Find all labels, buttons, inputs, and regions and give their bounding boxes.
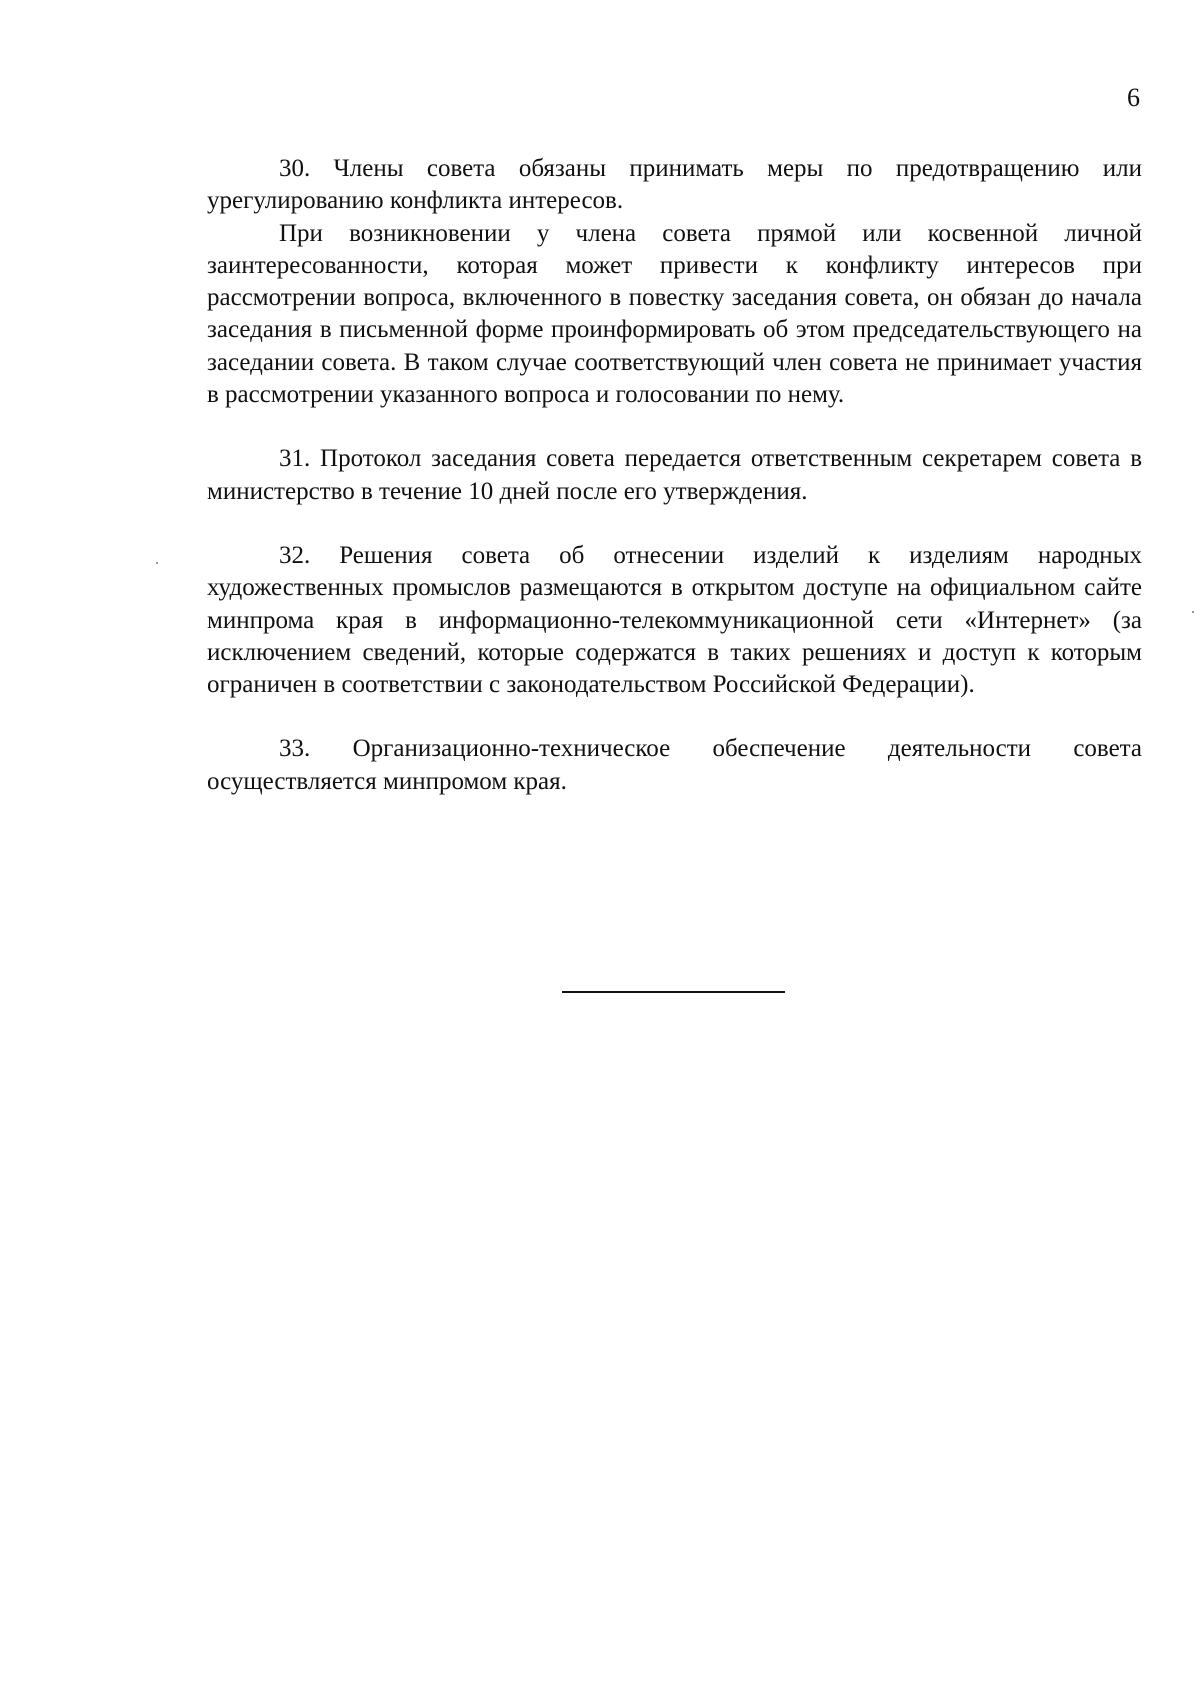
paragraph-30: 30. Члены совета обязаны принимать меры по предотвращению или урегулированию конфликта интересов.: [207, 155, 1142, 215]
paragraph-30-continued: При возникновении у члена совета прямой или косвенной личной заинтересованности, которая может привести к конфликту интересов при рассмотрении вопроса, включенного в повестку заседания совета, он обязан до начала заседания в письменной форме проинформировать об этом председательствующего на заседании совета. В таком случае соответствующий член совета не принимает участия в рассмотрении указанного вопроса и голосовании по нему.: [207, 219, 1142, 409]
page-number: 6: [1127, 83, 1140, 112]
paragraph-32: 32. Решения совета об отнесении изделий к изделиям народных художественных промыслов размещаются в открытом доступе на официальном сайте минпрома края в информационно-телекоммуникационной сети «Интернет» (за исключением сведений, которые содержатся в таких решениях и доступ к которым ограничен в соответствии с законодательством Российской Федерации).: [207, 541, 1142, 699]
end-of-document-divider: [562, 991, 785, 993]
document-body: [207, 153, 1142, 798]
scan-speck: [1192, 611, 1194, 613]
paragraph-33: 33. Организационно-техническое обеспечение деятельности совета осуществляется минпромом края.: [207, 735, 1142, 795]
scan-speck: [156, 562, 158, 564]
paragraph-31: 31. Протокол заседания совета передается ответственным секретарем совета в министерство в течение 10 дней после его утверждения.: [207, 445, 1142, 505]
